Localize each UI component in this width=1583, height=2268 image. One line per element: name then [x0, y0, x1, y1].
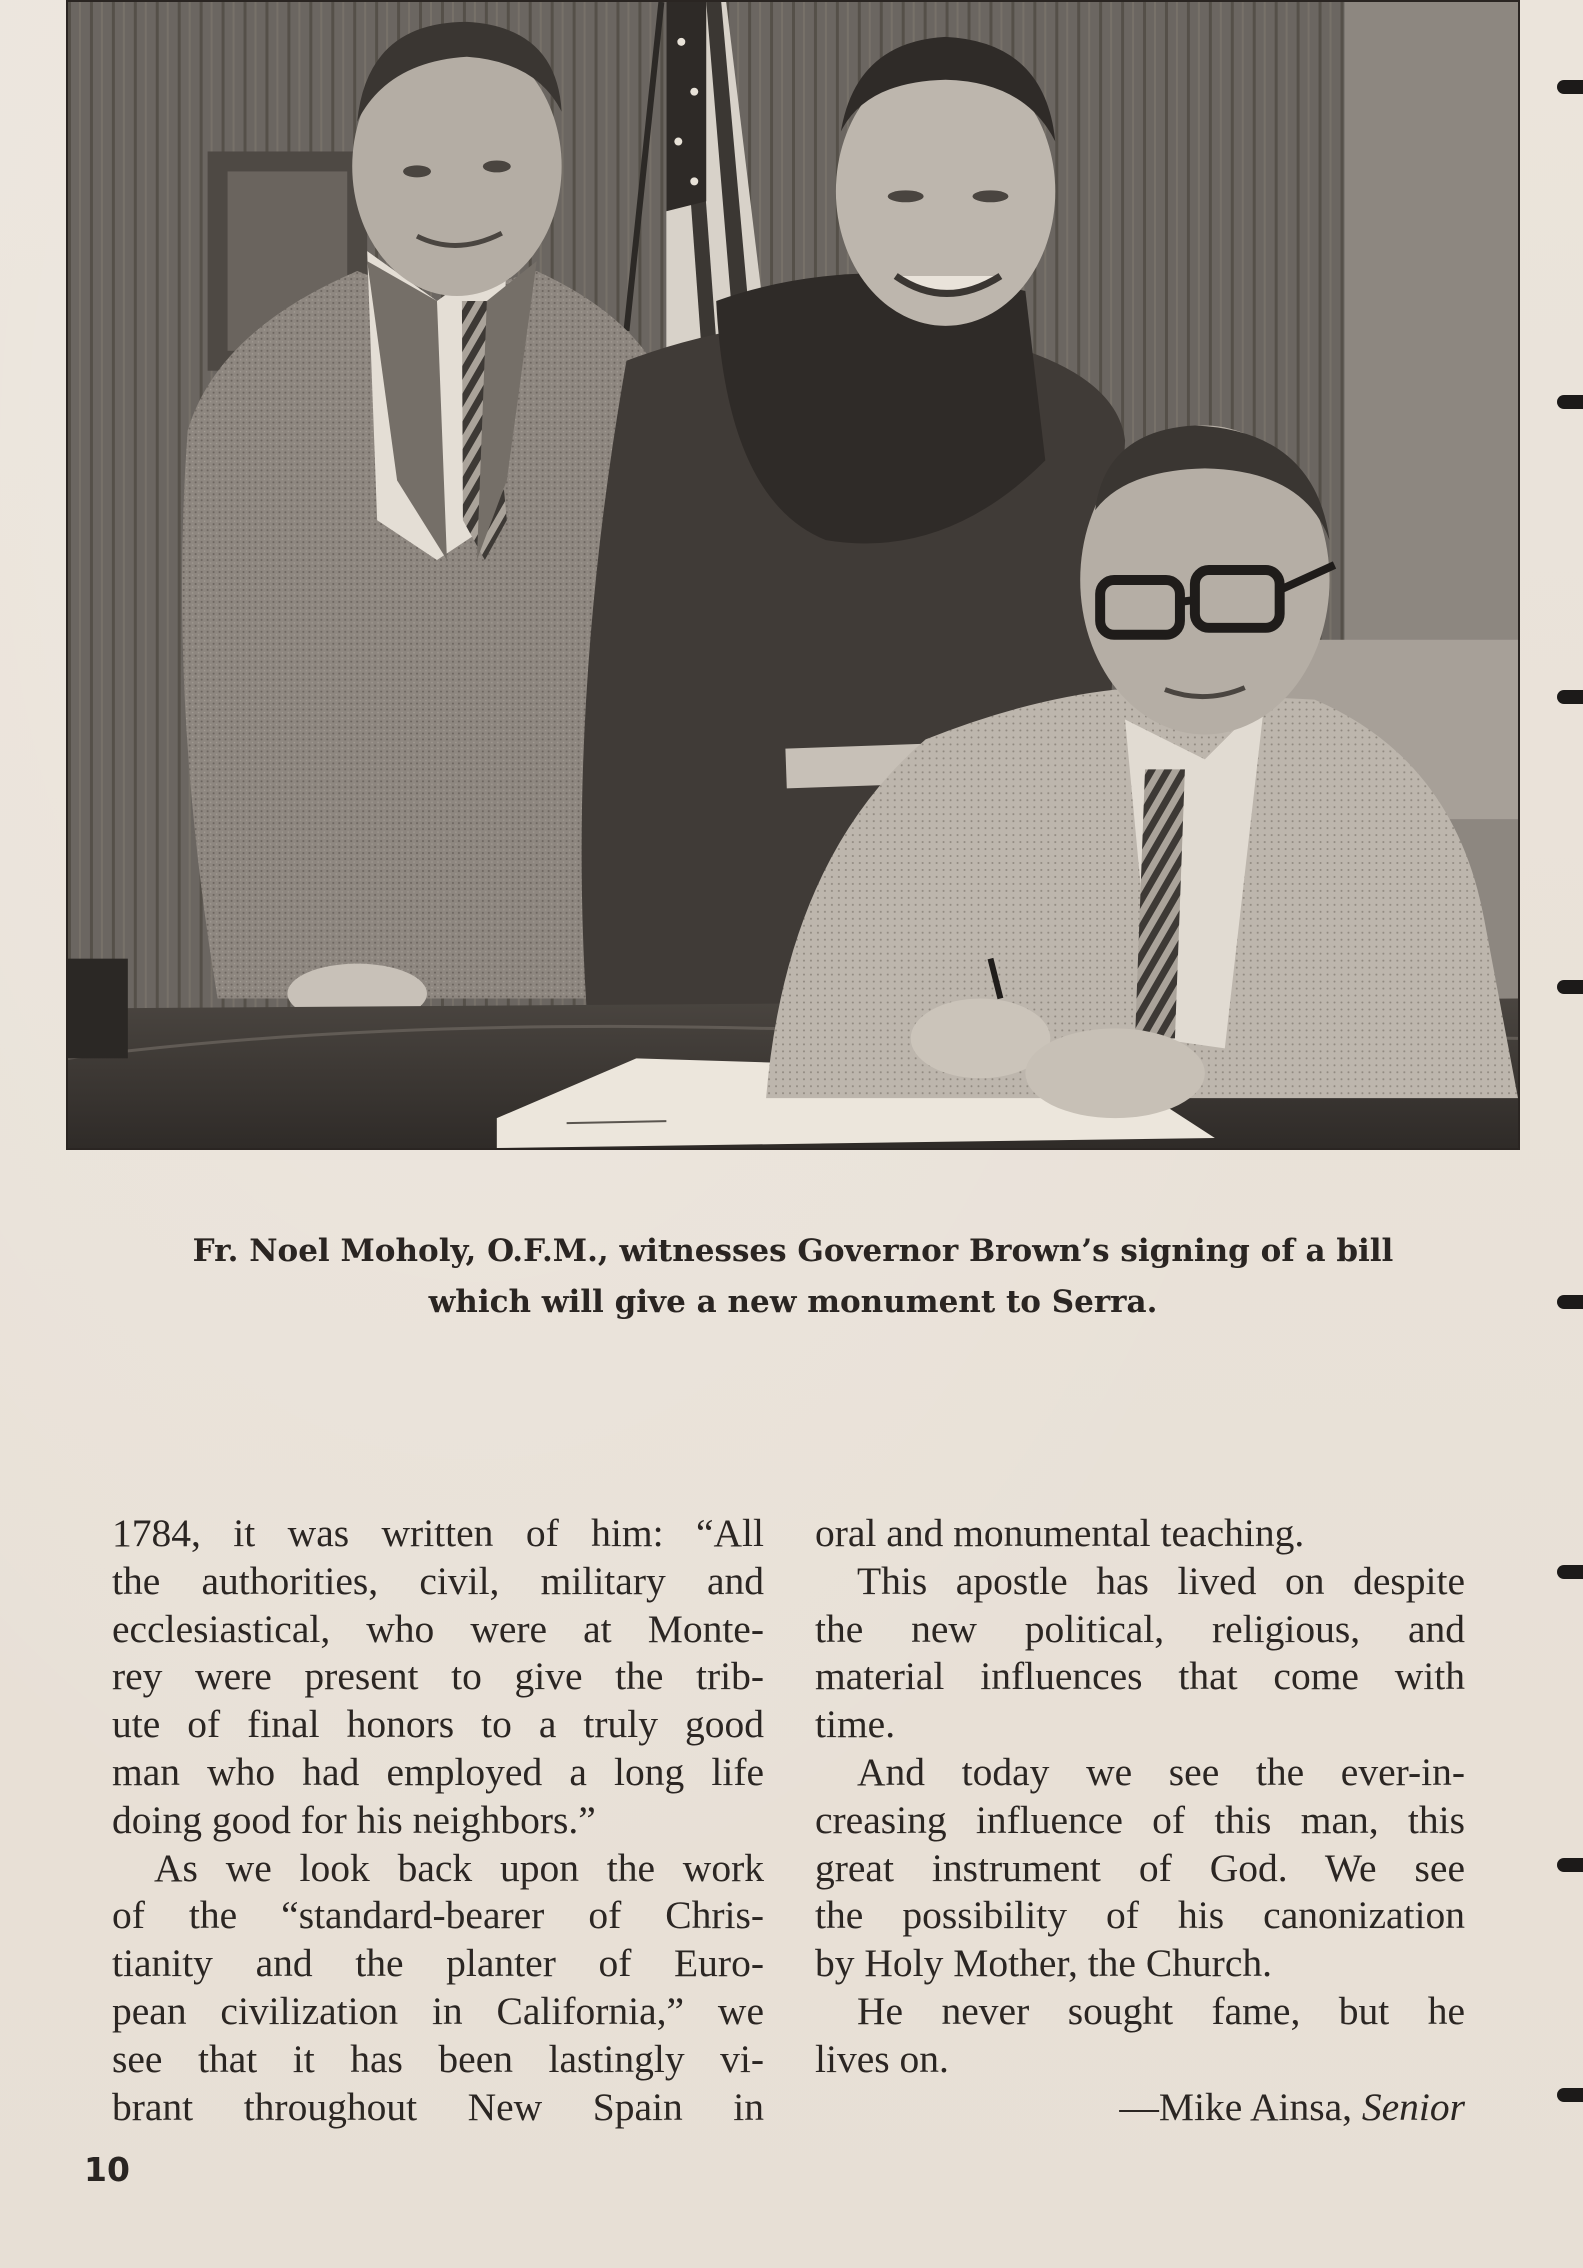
text-line: doing good for his neighbors.”: [112, 1797, 596, 1842]
binding-hole: [1557, 980, 1583, 994]
article-column-right: [815, 1510, 1465, 2131]
text-line: time.: [815, 1702, 896, 1747]
text-line: lives on.: [815, 2036, 949, 2081]
text-line: the new political, religious, and: [815, 1606, 1465, 1651]
text-line: This apostle has lived on despite: [857, 1558, 1465, 1603]
text-line: creasing influence of this man, this: [815, 1797, 1465, 1842]
text-line: As we look back upon the work: [154, 1845, 764, 1890]
author-role: Senior: [1361, 2084, 1465, 2129]
binding-hole: [1557, 690, 1583, 704]
binding-hole: [1557, 1295, 1583, 1309]
binding-hole: [1557, 80, 1583, 94]
photo-illustration: [68, 2, 1518, 1148]
text-line: of the “standard-bearer of Chris-: [112, 1893, 764, 1938]
binding-hole: [1557, 1858, 1583, 1872]
author-name: —Mike Ainsa,: [1119, 2084, 1352, 2129]
text-line: tianity and the planter of Euro-: [112, 1941, 764, 1986]
text-line: see that it has been lastingly vi-: [112, 2036, 764, 2081]
binding-hole: [1557, 2088, 1583, 2102]
author-signature: [815, 2084, 1465, 2132]
text-line: the possibility of his canonization: [815, 1893, 1465, 1938]
text-line: rey were present to give the trib-: [112, 1654, 764, 1699]
text-line: ecclesiastical, who were at Monte-: [112, 1606, 764, 1651]
text-line: by Holy Mother, the Church.: [815, 1941, 1272, 1986]
binding-hole: [1557, 1565, 1583, 1579]
text-line: oral and monumental teaching.: [815, 1511, 1305, 1555]
binding-hole: [1557, 395, 1583, 409]
text-line: great instrument of God. We see: [815, 1845, 1465, 1890]
text-line: man who had employed a long life: [112, 1749, 764, 1794]
text-line: material influences that come with: [815, 1654, 1465, 1699]
text-line: He never sought fame, but he: [857, 1988, 1465, 2033]
page-number: 10: [84, 2150, 130, 2189]
caption-line-1: Fr. Noel Moholy, O.F.M., witnesses Governor Brown’s signing of a bill: [192, 1233, 1394, 1269]
photo-caption: [100, 1226, 1486, 1328]
article-column-left: [112, 1510, 764, 2131]
photograph: [66, 0, 1520, 1150]
text-line: brant throughout New Spain in: [112, 2084, 764, 2129]
text-line: 1784, it was written of him: “All: [112, 1511, 764, 1555]
text-line: the authorities, civil, military and: [112, 1558, 764, 1603]
caption-line-2: which will give a new monument to Serra.: [428, 1284, 1158, 1320]
text-line: ute of final honors to a truly good: [112, 1702, 764, 1747]
text-line: pean civilization in California,” we: [112, 1988, 764, 2033]
text-line: And today we see the ever-in-: [857, 1749, 1465, 1794]
